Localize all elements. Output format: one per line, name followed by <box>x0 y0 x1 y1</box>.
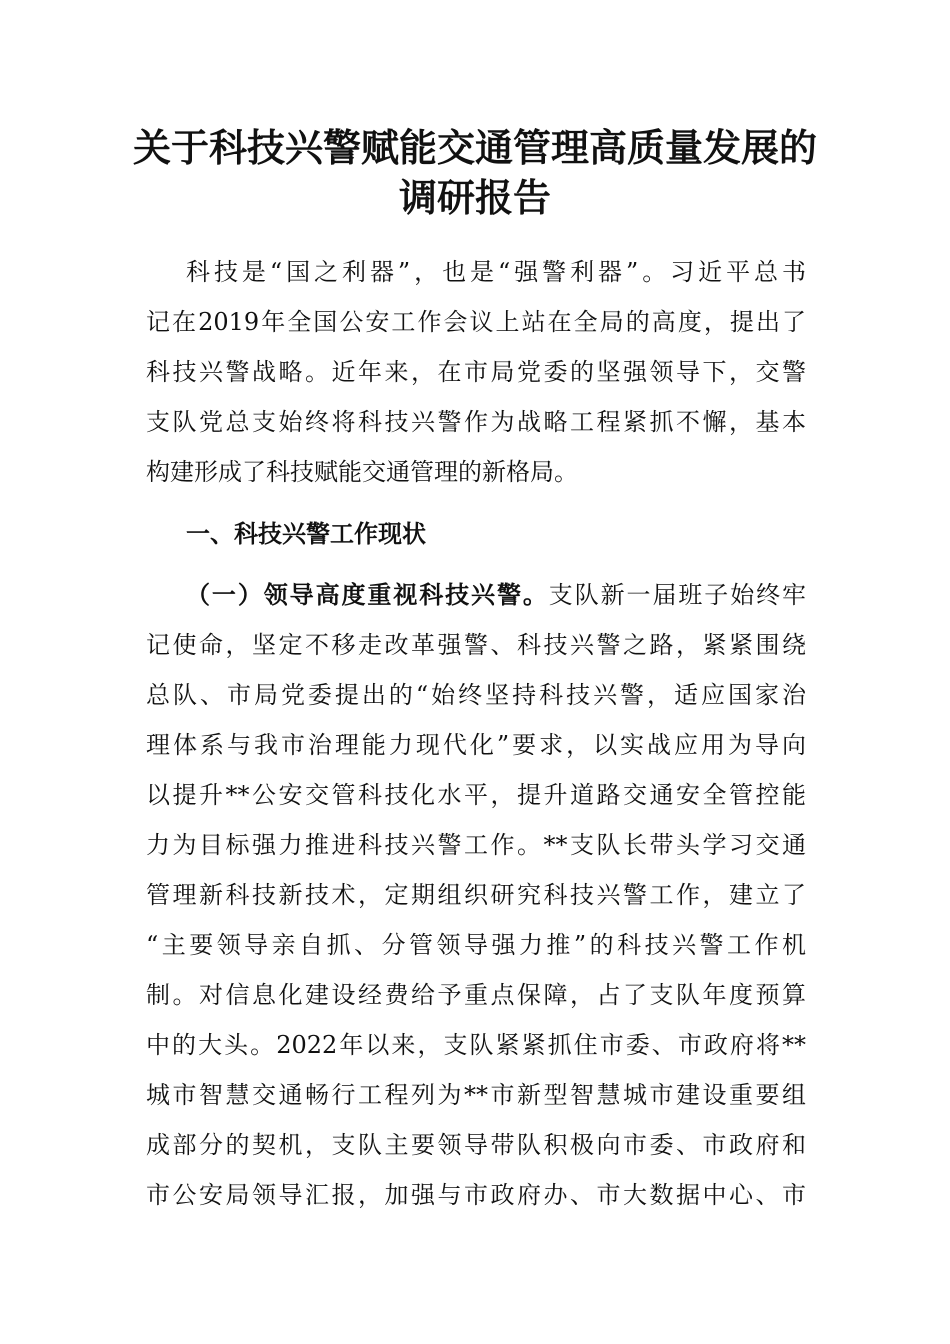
subsection-paragraph-line: 理体系与我市治理能力现代化”要求，以实战应用为导向 <box>146 731 806 759</box>
document-title-line-1: 关于科技兴警赋能交通管理高质量发展的 <box>132 125 817 170</box>
subsection-first-line-text: 支队新一届班子始终牢 <box>548 581 806 609</box>
subsection-paragraph-line: 总队、市局党委提出的“始终坚持科技兴警，适应国家治 <box>146 681 806 709</box>
subsection-lead: （一）领导高度重视科技兴警。 <box>186 580 549 609</box>
subsection-paragraph-line: 管理新科技新技术，定期组织研究科技兴警工作，建立了 <box>146 881 806 909</box>
subsection-paragraph-line: 制。对信息化建设经费给予重点保障，占了支队年度预算 <box>146 981 806 1009</box>
subsection-paragraph-line: 记使命，坚定不移走改革强警、科技兴警之路，紧紧围绕 <box>146 631 806 659</box>
intro-paragraph-line: 构建形成了科技赋能交通管理的新格局。 <box>146 458 578 486</box>
section-heading: 一、科技兴警工作现状 <box>186 519 426 548</box>
intro-paragraph-line: 记在2019年全国公安工作会议上站在全局的高度，提出了 <box>146 308 806 336</box>
intro-paragraph-line: 科技是“国之利器”，也是“强警利器”。习近平总书 <box>186 258 806 286</box>
document-title-line-2: 调研报告 <box>398 175 551 220</box>
subsection-paragraph-line: 力为目标强力推进科技兴警工作。**支队长带头学习交通 <box>146 831 806 859</box>
intro-paragraph-line: 支队党总支始终将科技兴警作为战略工程紧抓不懈，基本 <box>146 408 806 436</box>
subsection-paragraph-line: 以提升**公安交管科技化水平，提升道路交通安全管控能 <box>146 781 806 809</box>
subsection-paragraph-line: 中的大头。2022年以来，支队紧紧抓住市委、市政府将** <box>146 1031 806 1059</box>
subsection-paragraph-line: 成部分的契机，支队主要领导带队积极向市委、市政府和 <box>146 1131 806 1159</box>
intro-paragraph-line: 科技兴警战略。近年来，在市局党委的坚强领导下，交警 <box>146 358 806 386</box>
subsection-paragraph-line: 城市智慧交通畅行工程列为**市新型智慧城市建设重要组 <box>146 1081 806 1109</box>
subsection-paragraph-line <box>186 578 806 612</box>
subsection-paragraph-line: “主要领导亲自抓、分管领导强力推”的科技兴警工作机 <box>146 931 806 959</box>
subsection-paragraph-line: 市公安局领导汇报，加强与市政府办、市大数据中心、市 <box>146 1181 806 1209</box>
